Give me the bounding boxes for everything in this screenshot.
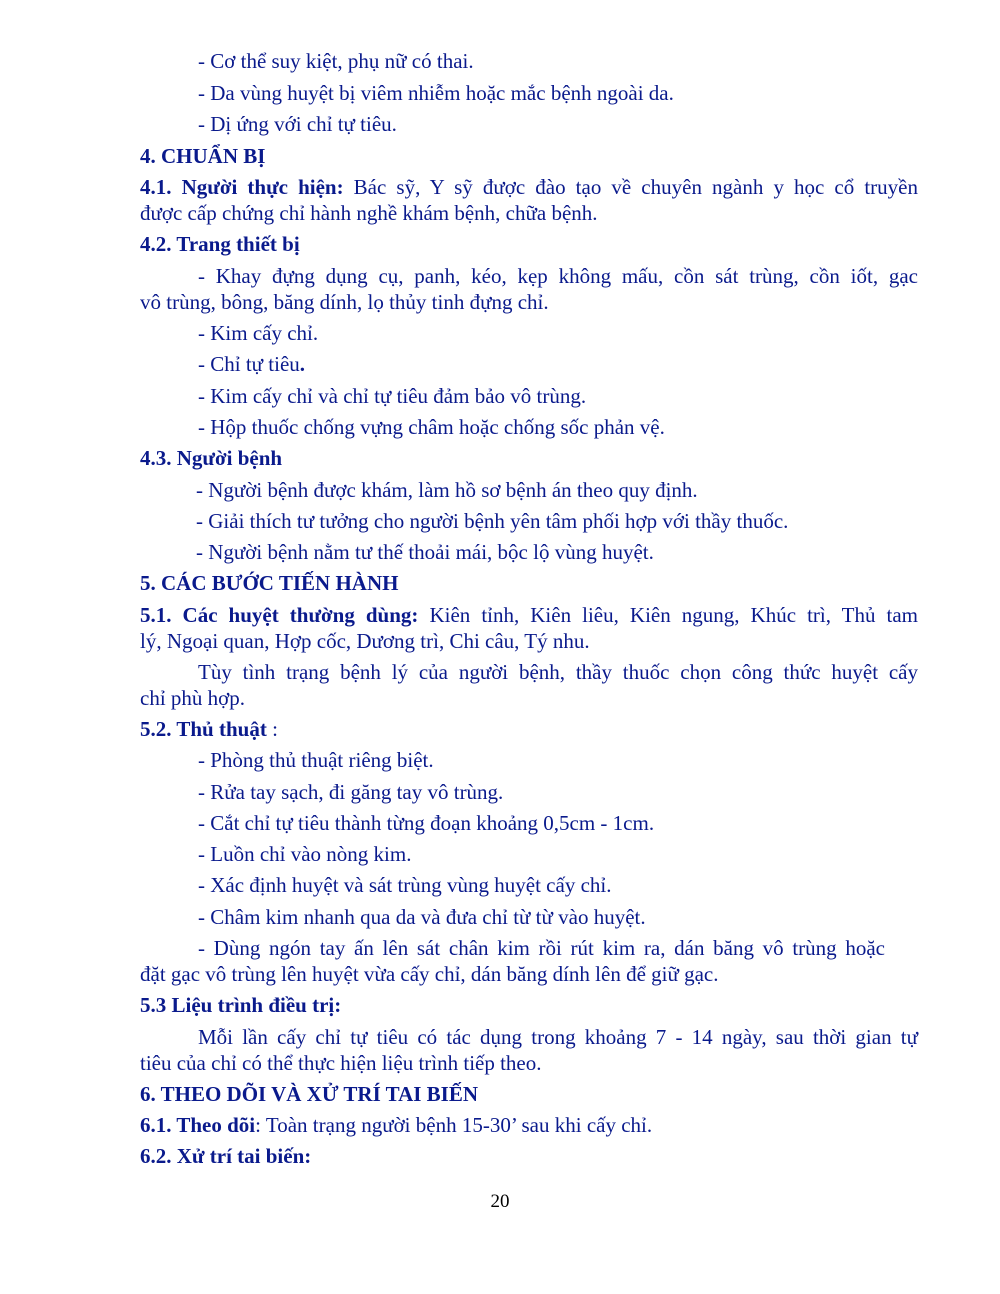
text-5-1: Kiên tỉnh, Kiên liêu, Kiên ngung, Khúc trì, Thủ tam — [418, 603, 918, 627]
paragraph-5-1-note-line2: chỉ phù hợp. — [140, 686, 246, 710]
equipment-item-1-line1: - Khay đựng dụng cụ, panh, kéo, kẹp không mấu, cồn sát trùng, cồn iốt, gạc — [198, 264, 918, 288]
equipment-item-3 — [198, 351, 305, 377]
procedure-step-last-line2: đặt gạc vô trùng lên huyệt vừa cấy chỉ, dán băng dính lên để giữ gạc. — [140, 962, 719, 986]
label-4-1: 4.1. Người thực hiện: — [140, 175, 344, 199]
patient-item: - Giải thích tư tưởng cho người bệnh yên tâm phối hợp với thầy thuốc. — [196, 509, 789, 533]
patient-item: - Người bệnh được khám, làm hồ sơ bệnh án theo quy định. — [196, 478, 698, 502]
section-heading-6: 6. THEO DÕI VÀ XỬ TRÍ TAI BIẾN — [140, 1082, 479, 1106]
paragraph-4-1-line1 — [140, 174, 918, 200]
label-5-2-colon: : — [266, 717, 278, 741]
equipment-item-3-dot: . — [299, 352, 306, 376]
equipment-item-4: - Kim cấy chỉ và chỉ tự tiêu đảm bảo vô trùng. — [198, 384, 587, 408]
section-heading-4: 4. CHUẨN BỊ — [140, 144, 266, 168]
treatment-course-line2: tiêu của chỉ có thể thực hiện liệu trình tiếp theo. — [140, 1051, 542, 1075]
label-5-2: 5.2. Thủ thuật — [140, 717, 267, 741]
paragraph-5-1-note-line1: Tùy tình trạng bệnh lý của người bệnh, thầy thuốc chọn công thức huyệt cấy — [198, 660, 918, 684]
treatment-course-line1: Mỗi lần cấy chỉ tự tiêu có tác dụng trong khoảng 7 - 14 ngày, sau thời gian tự — [198, 1025, 918, 1049]
paragraph-6-1 — [140, 1112, 652, 1138]
equipment-item-1-line2: vô trùng, bông, băng dính, lọ thủy tinh đựng chỉ. — [140, 290, 549, 314]
section-heading-4-2: 4.2. Trang thiết bị — [140, 232, 300, 256]
section-heading-5-2 — [140, 716, 278, 742]
paragraph-5-1-line2: lý, Ngoại quan, Hợp cốc, Dương trì, Chi câu, Tý nhu. — [140, 629, 590, 653]
patient-item: - Người bệnh nằm tư thế thoải mái, bộc lộ vùng huyệt. — [196, 540, 654, 564]
section-heading-5-3: 5.3 Liệu trình điều trị: — [140, 993, 342, 1017]
equipment-item-5: - Hộp thuốc chống vựng châm hoặc chống sốc phản vệ. — [198, 415, 665, 439]
contraindication-item: - Dị ứng với chỉ tự tiêu. — [198, 112, 397, 136]
section-heading-6-2: 6.2. Xử trí tai biến: — [140, 1144, 312, 1168]
paragraph-5-1-line1 — [140, 602, 918, 628]
procedure-step: - Cắt chỉ tự tiêu thành từng đoạn khoảng 0,5cm - 1cm. — [198, 811, 655, 835]
label-5-1: 5.1. Các huyệt thường dùng: — [140, 603, 419, 627]
procedure-step: - Xác định huyệt và sát trùng vùng huyệt cấy chỉ. — [198, 873, 612, 897]
procedure-step: - Châm kim nhanh qua da và đưa chỉ từ từ vào huyệt. — [198, 905, 646, 929]
procedure-step: - Rửa tay sạch, đi găng tay vô trùng. — [198, 780, 504, 804]
contraindication-item: - Da vùng huyệt bị viêm nhiễm hoặc mắc bệnh ngoài da. — [198, 81, 674, 105]
procedure-step: - Phòng thủ thuật riêng biệt. — [198, 748, 434, 772]
paragraph-4-1-line2: được cấp chứng chỉ hành nghề khám bệnh, chữa bệnh. — [140, 201, 598, 225]
text-4-1: Bác sỹ, Y sỹ được đào tạo về chuyên ngành y học cổ truyền — [343, 175, 918, 199]
label-6-1: 6.1. Theo dõi — [140, 1113, 256, 1137]
section-heading-5: 5. CÁC BƯỚC TIẾN HÀNH — [140, 571, 399, 595]
equipment-item-3-text: - Chỉ tự tiêu — [198, 352, 300, 376]
procedure-step: - Luồn chỉ vào nòng kim. — [198, 842, 412, 866]
procedure-step-last-line1: - Dùng ngón tay ấn lên sát chân kim rồi rút kim ra, dán băng vô trùng hoặc — [198, 936, 885, 960]
contraindication-item: - Cơ thể suy kiệt, phụ nữ có thai. — [198, 49, 474, 73]
page-number: 20 — [490, 1191, 510, 1212]
equipment-item-2: - Kim cấy chỉ. — [198, 321, 319, 345]
section-heading-4-3: 4.3. Người bệnh — [140, 446, 283, 470]
text-6-1: : Toàn trạng người bệnh 15-30’ sau khi cấy chỉ. — [255, 1113, 653, 1137]
